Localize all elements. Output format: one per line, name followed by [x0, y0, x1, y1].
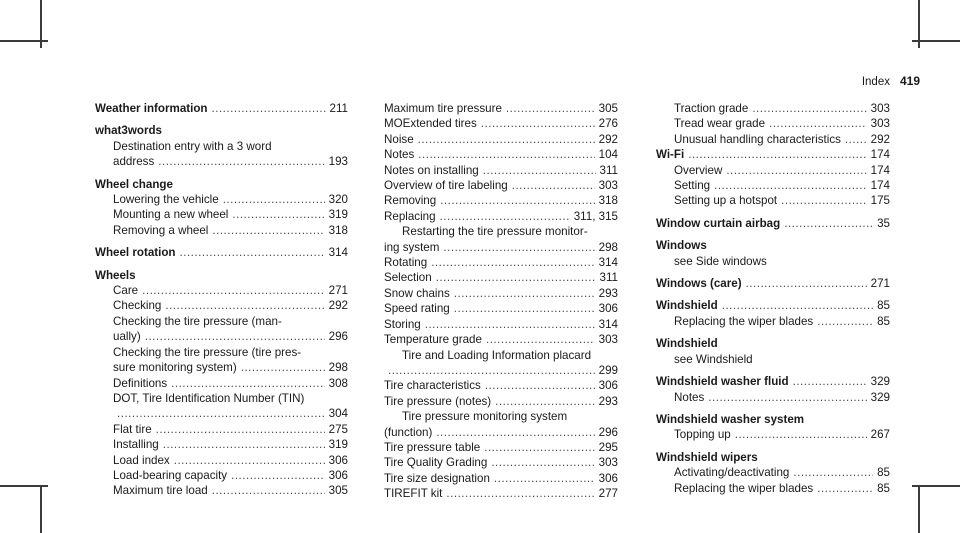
entry-label: Notes [674, 390, 705, 404]
dot-leader [163, 437, 325, 452]
entry-page-ref[interactable]: 174 [870, 163, 890, 177]
entry-label: ually) [113, 330, 141, 344]
entry-page-ref[interactable]: 306 [328, 453, 348, 467]
entry-label: Care [113, 284, 139, 298]
dot-leader [481, 116, 595, 131]
dot-leader [171, 376, 325, 391]
entry-label: Storing [384, 317, 421, 331]
dot-leader [793, 465, 873, 480]
index-heading-entry[interactable] [656, 374, 890, 389]
dot-leader [158, 154, 324, 169]
entry-page-ref[interactable]: 277 [598, 487, 618, 501]
index-heading: Wheels [95, 268, 136, 282]
entry-line: see Side windows [674, 254, 767, 268]
dot-leader [483, 163, 596, 178]
dot-leader [232, 207, 324, 222]
index-entry[interactable] [384, 317, 618, 332]
dot-leader [484, 440, 594, 455]
dot-leader [165, 298, 324, 313]
entry-page-ref[interactable]: 329 [870, 375, 890, 389]
dot-leader [223, 192, 325, 207]
dot-leader [495, 394, 594, 409]
entry-line: DOT, Tire Identification Number (TIN) [113, 391, 305, 405]
entry-line: Tire pressure monitoring system [402, 410, 568, 424]
entry-page-ref[interactable]: 174 [870, 148, 890, 162]
entry-page-ref[interactable]: 329 [870, 390, 890, 404]
entry-page-ref[interactable]: 271 [870, 277, 890, 291]
index-heading-entry[interactable] [656, 298, 890, 313]
entry-label: Tire size designation [384, 471, 490, 485]
dot-leader [817, 314, 873, 329]
crop-mark [0, 485, 48, 487]
entry-label: Overview [674, 163, 723, 177]
entry-label: Activating/deactivating [674, 466, 790, 480]
entry-page-ref[interactable]: 314 [598, 256, 618, 270]
dot-leader [418, 147, 594, 162]
index-entry[interactable] [95, 329, 348, 344]
crop-mark [40, 485, 42, 533]
dot-leader [746, 276, 867, 291]
index-column-2 [384, 101, 618, 502]
entry-page-ref[interactable]: 175 [870, 194, 890, 208]
header-title: Index [861, 76, 890, 88]
entry-label: Window curtain airbag [656, 216, 781, 230]
index-entry[interactable] [384, 455, 618, 470]
index-heading: Windshield washer system [656, 412, 805, 426]
entry-label: Tread wear grade [674, 117, 766, 131]
entry-label: Windshield washer fluid [656, 375, 789, 389]
entry-page-ref[interactable]: 296 [598, 425, 618, 439]
entry-label: Wheel rotation [95, 246, 176, 260]
dot-leader [117, 406, 325, 421]
dot-leader [436, 270, 596, 285]
index-entry[interactable] [656, 101, 890, 116]
index-heading: what3words [95, 124, 162, 138]
entry-label: Installing [113, 438, 159, 452]
entry-label: Maximum tire pressure [384, 102, 502, 115]
entry-page-ref[interactable]: 311 [599, 271, 618, 285]
crop-mark [0, 40, 48, 42]
entry-page-ref[interactable]: 293 [598, 286, 618, 300]
index-entry[interactable] [95, 298, 348, 313]
entry-page-ref[interactable]: 295 [598, 440, 618, 454]
index-heading: Windshield [656, 337, 718, 351]
entry-label: MOExtended tires [384, 117, 477, 131]
index-entry[interactable] [656, 481, 890, 496]
entry-label: Replacing the wiper blades [674, 314, 814, 328]
crop-mark [912, 485, 960, 487]
dot-leader [454, 286, 595, 301]
index-heading-entry[interactable] [656, 276, 890, 291]
index-entry[interactable] [384, 471, 618, 486]
dot-leader [212, 101, 326, 116]
entry-line: Tire and Loading Information placard [402, 348, 592, 362]
entry-page-ref[interactable]: 276 [598, 117, 618, 131]
dot-leader [485, 378, 595, 393]
index-entry[interactable] [384, 209, 618, 224]
dot-leader [722, 298, 873, 313]
index-entry[interactable] [95, 437, 348, 452]
dot-leader [446, 486, 594, 501]
index-entry[interactable] [656, 465, 890, 480]
entry-label: address [113, 155, 155, 169]
dot-leader [714, 178, 867, 193]
dot-leader [156, 422, 325, 437]
dot-leader [431, 255, 594, 270]
crop-mark [918, 485, 920, 533]
entry-line: Destination entry with a 3 word [113, 139, 272, 153]
entry-page-ref[interactable]: 303 [598, 333, 618, 347]
entry-label: ing system [384, 240, 440, 254]
page-header [0, 74, 920, 88]
index-heading-entry[interactable] [95, 245, 348, 260]
index-entry[interactable] [384, 440, 618, 455]
entry-label: Tire characteristics [384, 379, 481, 393]
entry-label: Topping up [674, 428, 731, 442]
entry-label: Setting up a hotspot [674, 194, 778, 208]
index-heading: Windows [656, 239, 707, 253]
index-heading-entry[interactable] [95, 101, 348, 116]
index-entry[interactable] [384, 363, 618, 378]
dot-leader [708, 390, 866, 405]
entry-page-ref[interactable]: 306 [598, 302, 618, 316]
entry-page-ref[interactable]: 271 [328, 284, 348, 298]
entry-label: Load index [113, 453, 170, 467]
index-entry[interactable] [656, 163, 890, 178]
dot-leader [174, 453, 325, 468]
entry-page-ref[interactable]: 292 [870, 132, 890, 146]
index-entry[interactable] [95, 223, 348, 238]
index-entry[interactable] [384, 255, 618, 270]
dot-leader [784, 216, 873, 231]
dot-leader [145, 329, 325, 344]
index-entry[interactable] [384, 178, 618, 193]
dot-leader [752, 101, 866, 116]
entry-page-ref[interactable]: 299 [598, 363, 618, 377]
index-entry[interactable] [95, 468, 348, 483]
entry-page-ref[interactable]: 35 [877, 216, 890, 230]
index-entry[interactable] [384, 301, 618, 316]
entry-label: Removing a wheel [113, 223, 209, 237]
dot-leader [793, 374, 867, 389]
entry-page-ref[interactable]: 319 [328, 438, 348, 452]
index-heading-entry[interactable] [656, 216, 890, 231]
index-entry[interactable] [95, 483, 348, 498]
entry-label: Tire pressure table [384, 440, 481, 454]
index-entry[interactable] [656, 193, 890, 208]
entry-label: Windows (care) [656, 277, 742, 291]
index-column-1 [95, 101, 348, 499]
entry-page-ref[interactable]: 305 [328, 484, 348, 498]
dot-leader [388, 363, 595, 378]
entry-label: Replacing the wiper blades [674, 481, 814, 495]
entry-page-ref[interactable]: 311 [599, 163, 618, 177]
entry-page-ref[interactable]: 298 [598, 240, 618, 254]
dot-leader [142, 283, 325, 298]
page-number: 419 [899, 74, 920, 88]
dot-leader [436, 425, 594, 440]
entry-label: Checking [113, 299, 162, 313]
entry-label: Removing [384, 194, 437, 208]
entry-page-ref[interactable]: 318 [598, 194, 618, 208]
dot-leader [506, 101, 595, 116]
entry-label: Temperature grade [384, 333, 482, 347]
dot-leader [688, 147, 866, 162]
index-entry[interactable] [384, 486, 618, 501]
dot-leader [440, 193, 594, 208]
index-entry[interactable] [95, 453, 348, 468]
entry-page-ref[interactable]: 104 [598, 148, 618, 162]
dot-leader [491, 455, 594, 470]
entry-label: Snow chains [384, 286, 450, 300]
entry-label: Lowering the vehicle [113, 193, 219, 207]
dot-leader [769, 116, 867, 131]
index-entry[interactable] [656, 132, 890, 147]
dot-leader [443, 240, 594, 255]
index-entry[interactable] [384, 193, 618, 208]
entry-label: Load-bearing capacity [113, 468, 228, 482]
entry-line: Checking the tire pressure (tire pres- [113, 345, 302, 359]
dot-leader [418, 132, 595, 147]
entry-label: (function) [384, 425, 433, 439]
entry-page-ref[interactable]: 211 [329, 102, 348, 115]
entry-label: Unusual handling characteristics [674, 132, 841, 146]
entry-label: Setting [674, 179, 711, 193]
entry-label: Maximum tire load [113, 484, 208, 498]
entry-page-ref[interactable]: 292 [328, 299, 348, 313]
dot-leader [212, 483, 325, 498]
dot-leader [425, 317, 595, 332]
dot-leader [440, 209, 570, 224]
entry-label: Flat tire [113, 422, 152, 436]
index-entry[interactable] [384, 378, 618, 393]
index-entry[interactable] [656, 314, 890, 329]
index-entry[interactable] [384, 101, 618, 116]
entry-page-ref[interactable]: 267 [870, 428, 890, 442]
index-entry[interactable] [95, 154, 348, 169]
index-entry[interactable] [384, 394, 618, 409]
entry-page-ref[interactable]: 85 [877, 314, 890, 328]
index-entry[interactable] [95, 360, 348, 375]
index-heading-entry[interactable] [656, 147, 890, 162]
entry-label: Selection [384, 271, 432, 285]
entry-label: Rotating [384, 256, 428, 270]
dot-leader [212, 223, 324, 238]
entry-label: Replacing [384, 209, 436, 223]
index-entry[interactable] [95, 207, 348, 222]
index-column-3 [656, 101, 890, 496]
dot-leader [231, 468, 325, 483]
index-entry[interactable] [384, 116, 618, 131]
entry-page-ref[interactable]: 303 [598, 179, 618, 193]
entry-page-ref[interactable]: 85 [877, 466, 890, 480]
index-entry[interactable] [384, 286, 618, 301]
index-entry[interactable] [656, 178, 890, 193]
index-heading: Wheel change [95, 177, 173, 191]
dot-leader [486, 332, 595, 347]
index-entry[interactable] [656, 427, 890, 442]
index-entry[interactable] [384, 132, 618, 147]
index-entry[interactable] [384, 147, 618, 162]
entry-label: Definitions [113, 376, 168, 390]
entry-line: Restarting the tire pressure monitor- [402, 225, 588, 239]
index-entry[interactable] [656, 390, 890, 405]
dot-leader [817, 481, 873, 496]
entry-label: Notes on installing [384, 163, 479, 177]
index-entry[interactable] [95, 376, 348, 391]
entry-page-ref[interactable]: 306 [598, 379, 618, 393]
dot-leader [512, 178, 595, 193]
entry-page-ref[interactable]: 296 [328, 330, 348, 344]
entry-page-ref[interactable]: 303 [870, 117, 890, 131]
dot-leader [845, 132, 867, 147]
entry-label: Traction grade [674, 102, 749, 115]
entry-page-ref[interactable]: 318 [328, 223, 348, 237]
index-entry[interactable] [95, 192, 348, 207]
index-entry[interactable] [384, 425, 618, 440]
entry-page-ref[interactable]: 275 [328, 422, 348, 436]
entry-page-ref[interactable]: 314 [598, 317, 618, 331]
entry-page-ref[interactable]: 305 [598, 102, 618, 115]
entry-label: Wi-Fi [656, 148, 685, 162]
index-entry[interactable] [95, 283, 348, 298]
entry-page-ref[interactable]: 303 [870, 102, 890, 115]
index-entry[interactable] [384, 332, 618, 347]
dot-leader [735, 427, 867, 442]
dot-leader [781, 193, 867, 208]
index-entry[interactable] [95, 406, 348, 421]
entry-page-ref[interactable]: 293 [598, 394, 618, 408]
entry-label: Tire pressure (notes) [384, 394, 492, 408]
entry-page-ref[interactable]: 306 [328, 468, 348, 482]
entry-page-ref[interactable]: 193 [328, 155, 348, 169]
entry-label: sure monitoring system) [113, 361, 237, 375]
entry-page-ref[interactable]: 304 [328, 407, 348, 421]
index-heading: Windshield wipers [656, 450, 758, 464]
dot-leader [726, 163, 866, 178]
entry-page-ref[interactable]: 319 [328, 208, 348, 222]
entry-label: Notes [384, 148, 415, 162]
entry-page-ref[interactable]: 308 [328, 376, 348, 390]
entry-label: Tire Quality Grading [384, 456, 488, 470]
entry-page-ref[interactable]: 311, 315 [573, 209, 618, 223]
entry-page-ref[interactable]: 85 [877, 299, 890, 313]
entry-page-ref[interactable]: 306 [598, 471, 618, 485]
entry-page-ref[interactable]: 292 [598, 132, 618, 146]
crop-mark [912, 40, 960, 42]
dot-leader [180, 245, 325, 260]
dot-leader [494, 471, 595, 486]
entry-label: Weather information [95, 102, 208, 115]
index-entry[interactable] [95, 422, 348, 437]
entry-label: Overview of tire labeling [384, 179, 508, 193]
entry-page-ref[interactable]: 320 [328, 193, 348, 207]
entry-page-ref[interactable]: 303 [598, 456, 618, 470]
index-entry[interactable] [384, 240, 618, 255]
entry-label: Speed rating [384, 302, 450, 316]
index-entry[interactable] [384, 163, 618, 178]
entry-page-ref[interactable]: 298 [328, 361, 348, 375]
dot-leader [241, 360, 325, 375]
entry-line: see Windshield [674, 352, 753, 366]
entry-page-ref[interactable]: 314 [328, 246, 348, 260]
entry-label: TIREFIT kit [384, 487, 443, 501]
entry-label: Mounting a new wheel [113, 208, 229, 222]
entry-line: Checking the tire pressure (man- [113, 314, 282, 328]
entry-label: Windshield [656, 299, 718, 313]
entry-label: Noise [384, 132, 414, 146]
entry-page-ref[interactable]: 174 [870, 179, 890, 193]
dot-leader [454, 301, 595, 316]
entry-page-ref[interactable]: 85 [877, 481, 890, 495]
index-entry[interactable] [656, 116, 890, 131]
index-entry[interactable] [384, 270, 618, 285]
